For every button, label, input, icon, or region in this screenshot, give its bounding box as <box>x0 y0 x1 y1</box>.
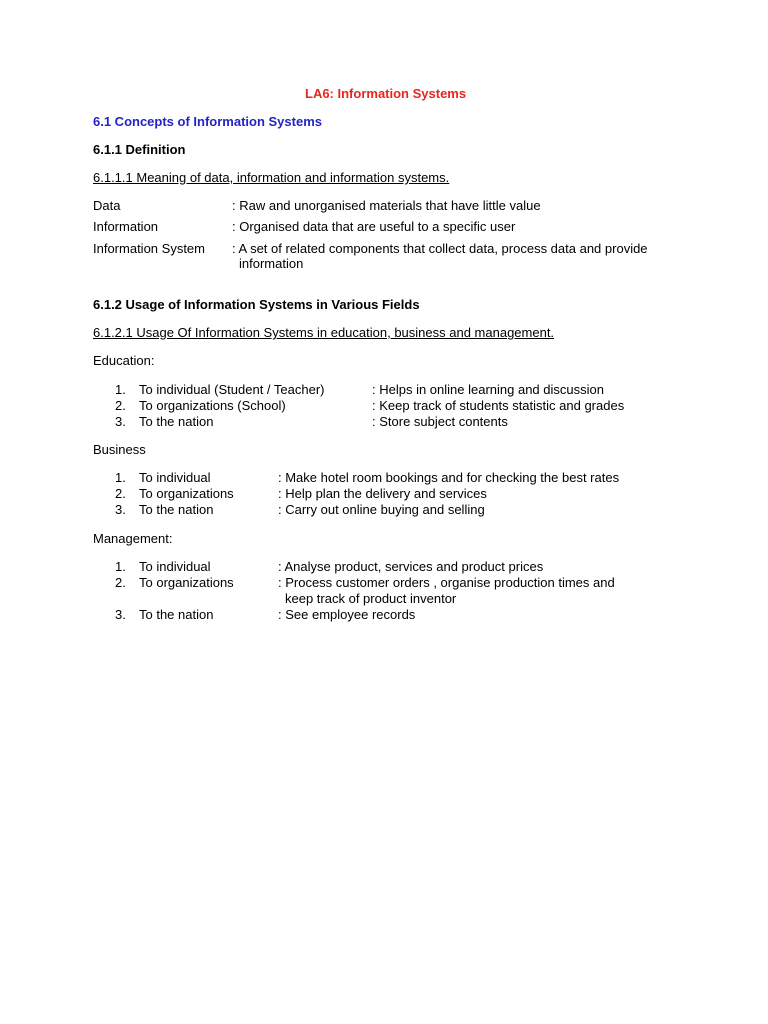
list-item-number: 2. <box>115 486 126 501</box>
list-item-who: To the nation <box>139 502 214 517</box>
list-item-who: To individual <box>139 559 211 574</box>
list-item-who: To organizations (School) <box>139 398 286 413</box>
list-item-what: : Helps in online learning and discussion <box>372 382 604 397</box>
usage-heading: 6.1.2 Usage of Information Systems in Various Fields <box>93 297 420 312</box>
definition-subheading: 6.1.1.1 Meaning of data, information and information systems. <box>93 170 450 185</box>
list-item-who: To organizations <box>139 486 234 501</box>
list-item-what: : Keep track of students statistic and grades <box>372 398 625 413</box>
management-label: Management: <box>93 531 173 546</box>
list-item-who: To the nation <box>139 414 214 429</box>
document-title: LA6: Information Systems <box>305 86 467 101</box>
list-item-number: 2. <box>115 398 126 413</box>
list-item-what: : See employee records <box>278 607 416 622</box>
list-item-number: 3. <box>115 414 126 429</box>
definition-heading: 6.1.1 Definition <box>93 142 186 157</box>
term-data-description: : Raw and unorganised materials that have little value <box>232 198 541 213</box>
list-item-who: To organizations <box>139 575 234 590</box>
list-item-number: 1. <box>115 559 126 574</box>
term-data: Data <box>93 198 121 213</box>
list-item-who: To individual <box>139 470 211 485</box>
term-information-system: Information System <box>93 241 205 256</box>
list-item-what: : Help plan the delivery and services <box>278 486 487 501</box>
business-label: Business <box>93 442 146 457</box>
list-item-who: To individual (Student / Teacher) <box>139 382 325 397</box>
list-item-number: 3. <box>115 607 126 622</box>
term-information-description: : Organised data that are useful to a specific user <box>232 219 516 234</box>
education-label: Education: <box>93 353 155 368</box>
term-information-system-description: : A set of related components that collect data, process data and provide <box>232 241 648 256</box>
term-information-system-description-cont: information <box>239 256 304 271</box>
list-item-what-cont: keep track of product inventor <box>285 591 457 606</box>
list-item-who: To the nation <box>139 607 214 622</box>
list-item-what: : Make hotel room bookings and for checking the best rates <box>278 470 620 485</box>
section-heading: 6.1 Concepts of Information Systems <box>93 114 322 129</box>
list-item-what: : Carry out online buying and selling <box>278 502 485 517</box>
list-item-what: : Process customer orders , organise production times and <box>278 575 615 590</box>
list-item-number: 1. <box>115 470 126 485</box>
list-item-what: : Store subject contents <box>372 414 508 429</box>
list-item-what: : Analyse product, services and product prices <box>278 559 544 574</box>
list-item-number: 2. <box>115 575 126 590</box>
list-item-number: 3. <box>115 502 126 517</box>
usage-subheading: 6.1.2.1 Usage Of Information Systems in education, business and management. <box>93 325 555 340</box>
term-information: Information <box>93 219 159 234</box>
list-item-number: 1. <box>115 382 126 397</box>
